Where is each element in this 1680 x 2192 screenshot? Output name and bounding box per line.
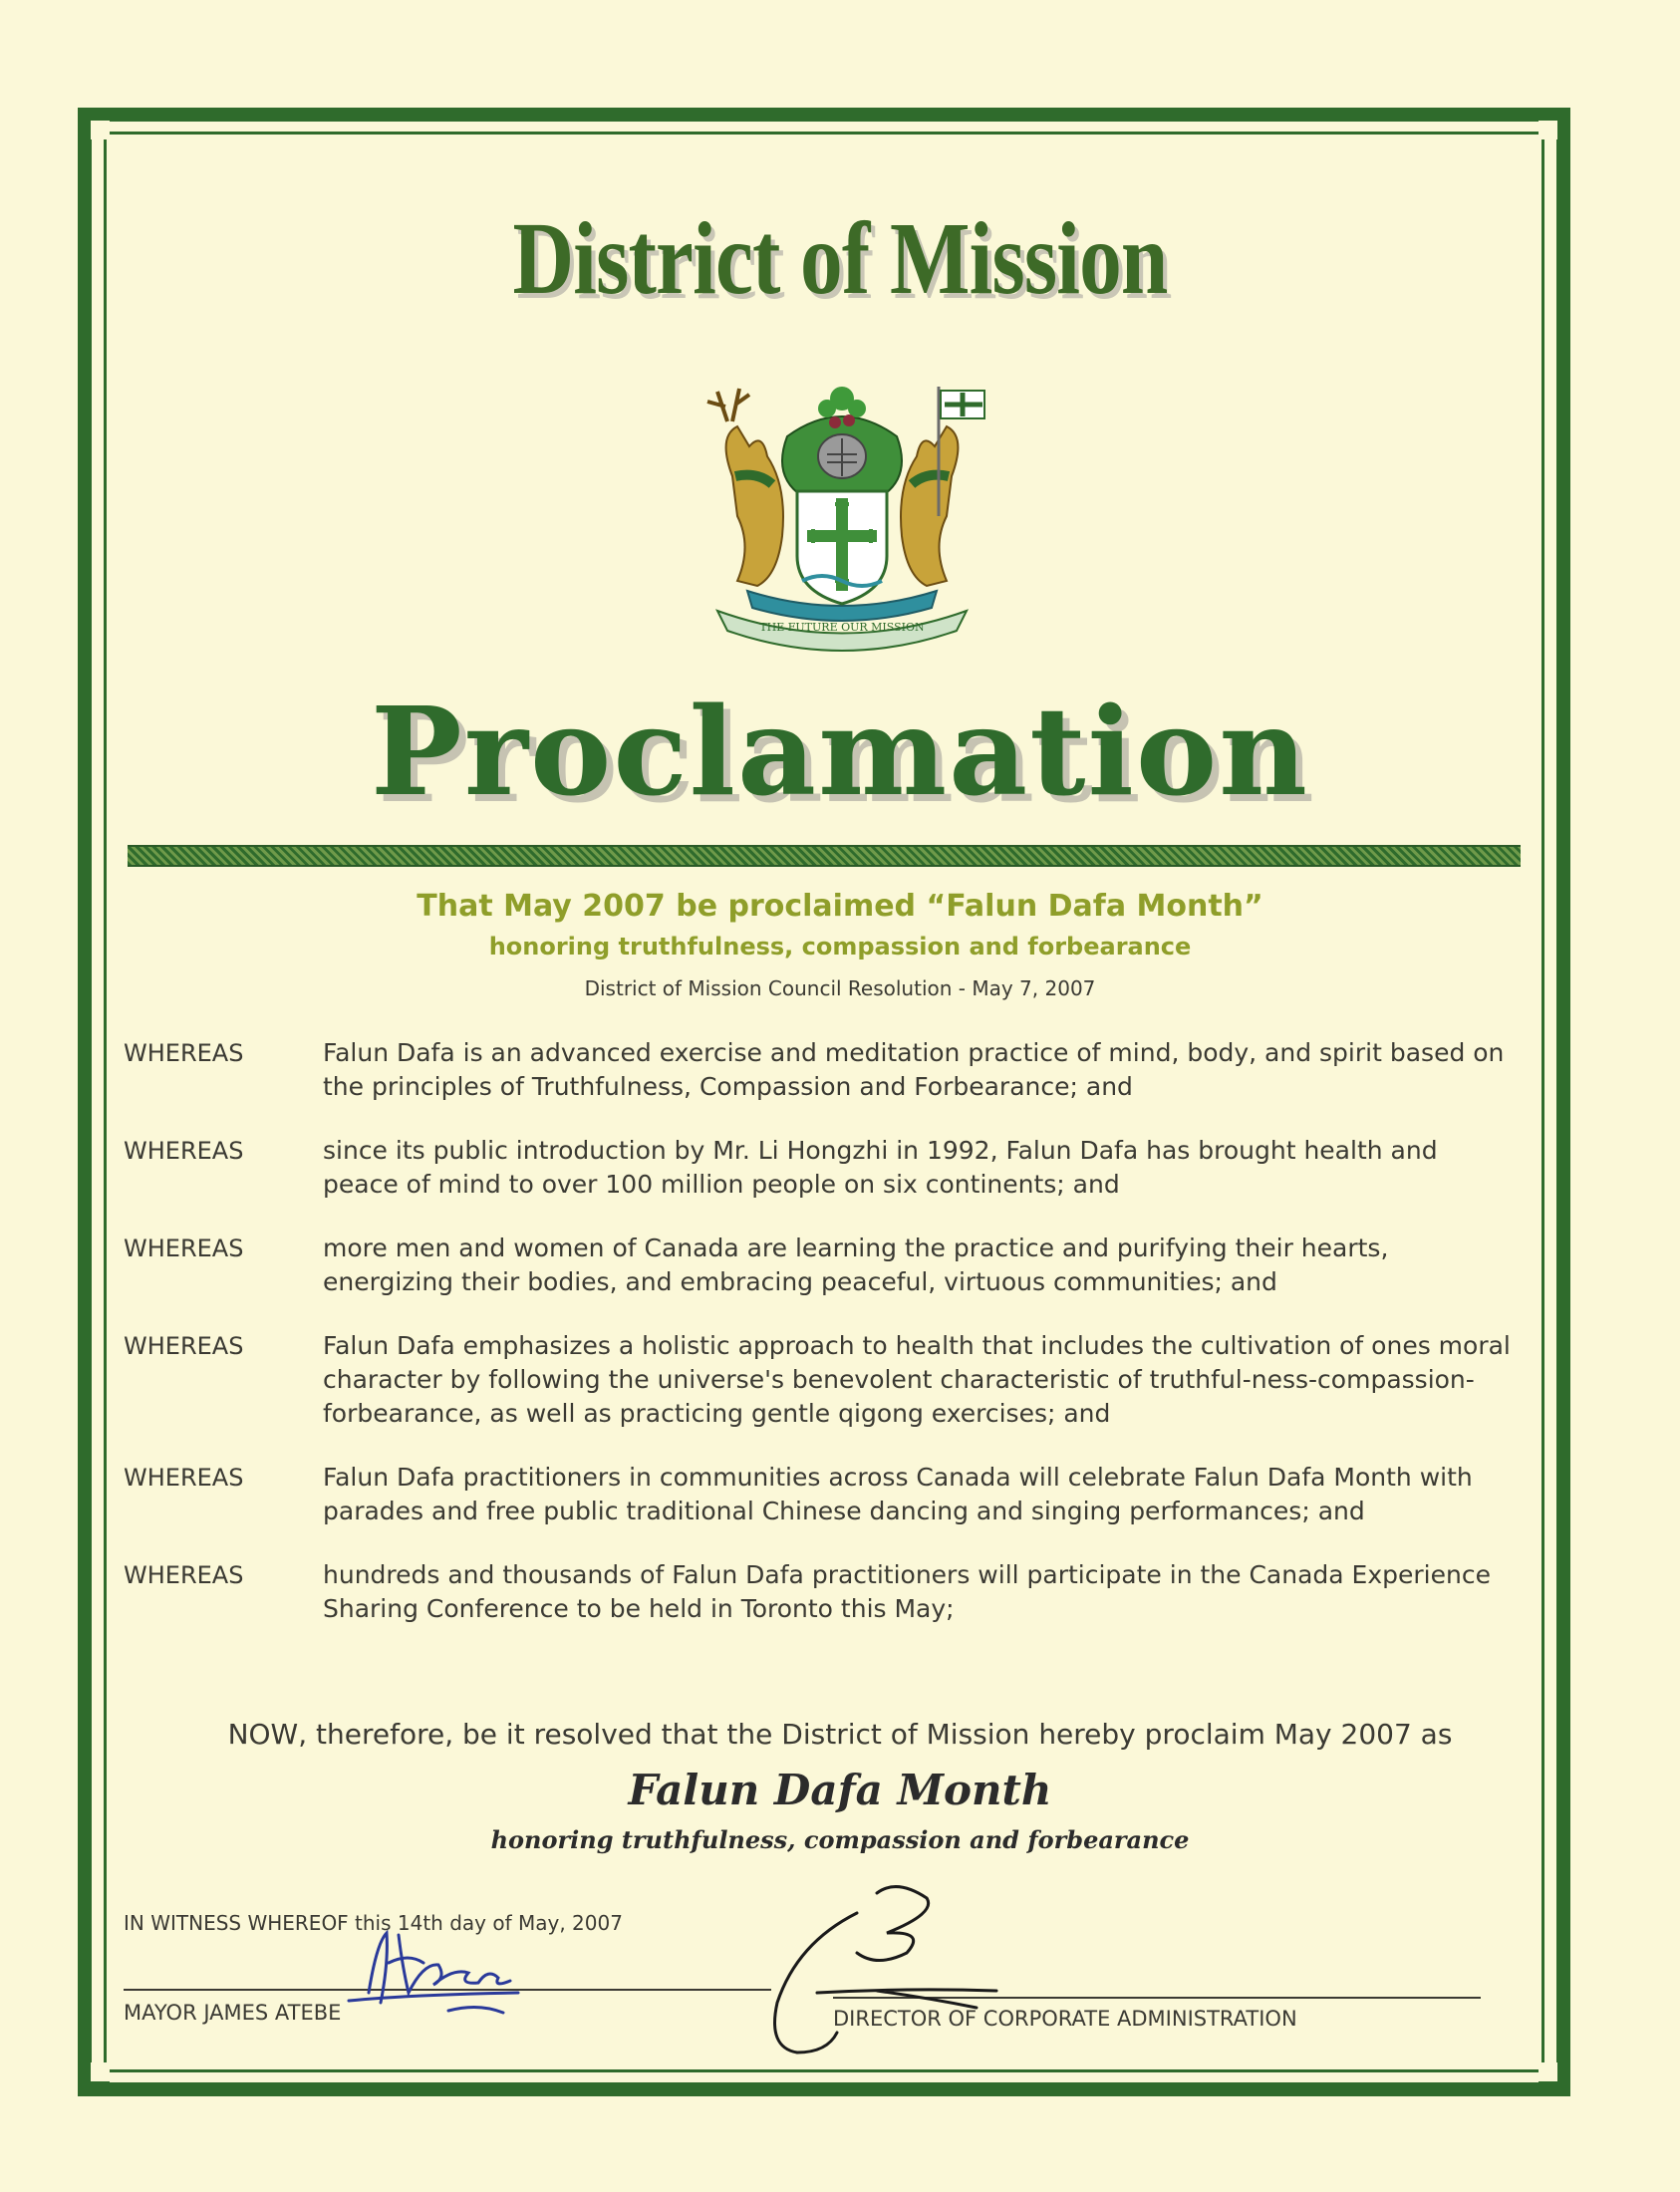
witness-date: IN WITNESS WHEREOF this 14th day of May, 2007 (124, 1911, 623, 1935)
mayor-signature (329, 1923, 548, 2033)
director-label: DIRECTOR OF CORPORATE ADMINISTRATION (833, 2007, 1297, 2031)
resolution-statement: NOW, therefore, be it resolved that the District of Mission hereby proclaim May 2007 as (227, 1718, 1453, 1751)
district-title: District of Mission (512, 201, 1168, 316)
clause-2 (124, 1134, 1519, 1202)
border-corner-top-left (88, 118, 110, 139)
clause-text: Falun Dafa practitioners in communities across Canada will celebrate Falun Dafa Month with parades and free public traditional Chinese dancing and singing performances; and (323, 1463, 1473, 1525)
clause-4 (124, 1329, 1519, 1431)
border-corner-bottom-right (1539, 2062, 1560, 2084)
border-corner-top-right (1539, 118, 1560, 139)
whereas-clauses (124, 1036, 1519, 1656)
decorative-rule (128, 845, 1521, 867)
proclaimed-month-subtitle: honoring truthfulness, compassion and forbearance (490, 1825, 1190, 1854)
proclaimed-month: Falun Dafa Month (628, 1766, 1052, 1814)
clause-keyword: WHEREAS (124, 1332, 244, 1360)
clause-keyword: WHEREAS (124, 1234, 244, 1262)
clause-keyword: WHEREAS (124, 1561, 244, 1589)
mayor-label: MAYOR JAMES ATEBE (124, 2001, 342, 2025)
clause-6 (124, 1558, 1519, 1626)
clause-keyword: WHEREAS (124, 1039, 244, 1067)
clause-text: more men and women of Canada are learning the practice and purifying their hearts, energizing their bodies, and embracing peaceful, virtuous communities; and (323, 1233, 1389, 1296)
border-corner-bottom-left (88, 2062, 110, 2084)
clause-1 (124, 1036, 1519, 1104)
subheading-virtues: honoring truthfulness, compassion and forbearance (488, 933, 1192, 960)
subheading-resolution: District of Mission Council Resolution - May 7, 2007 (584, 976, 1096, 1000)
proclamation-title: Proclamation (371, 680, 1309, 823)
clause-text: Falun Dafa emphasizes a holistic approach to health that includes the cultivation of ones moral character by following the universe's benevolent characteristic of truthful-ness-compassion-forbearance, as well as practicing gentle qigong exercises; and (323, 1331, 1511, 1428)
coat-of-arms-icon (678, 377, 1006, 656)
clause-text: Falun Dafa is an advanced exercise and meditation practice of mind, body, and spirit based on the principles of Truthfulness, Compassion and Forbearance; and (323, 1038, 1505, 1101)
clause-keyword: WHEREAS (124, 1137, 244, 1165)
crest-motto: THE FUTURE OUR MISSION (759, 621, 925, 634)
clause-text: hundreds and thousands of Falun Dafa practitioners will participate in the Canada Experience Sharing Conference to be held in Toronto this May; (323, 1560, 1491, 1623)
clause-5 (124, 1461, 1519, 1528)
clause-3 (124, 1232, 1519, 1299)
clause-keyword: WHEREAS (124, 1464, 244, 1492)
clause-text: since its public introduction by Mr. Li Hongzhi in 1992, Falun Dafa has brought health and peace of mind to over 100 million people on six continents; and (323, 1136, 1438, 1199)
subheading-main: That May 2007 be proclaimed “Falun Dafa Month” (417, 889, 1263, 924)
director-signature (757, 1873, 1056, 2072)
